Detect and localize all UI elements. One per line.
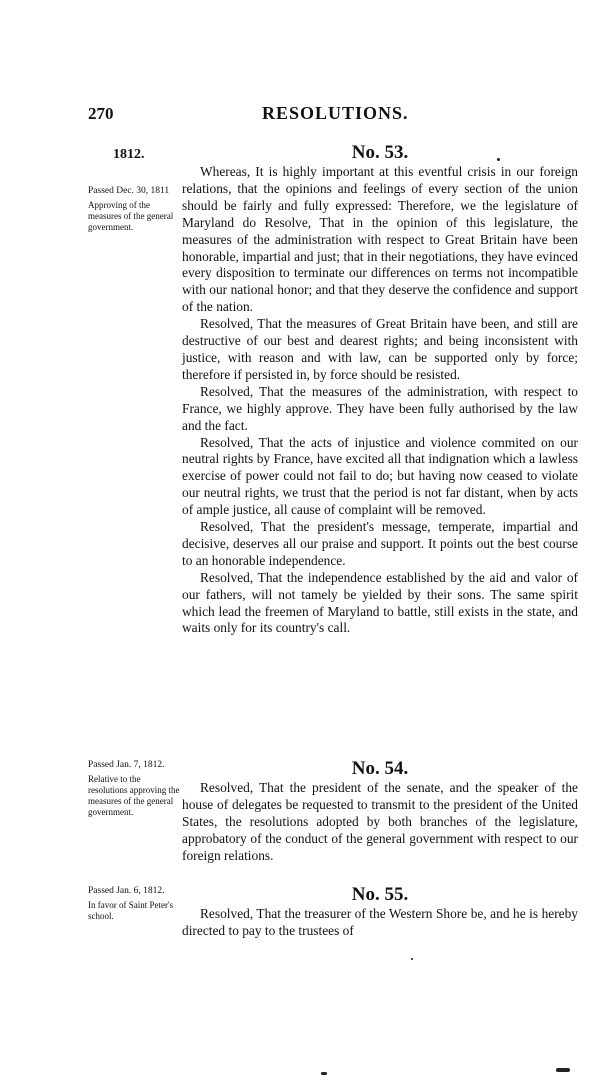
paragraph: Resolved, That the president of the senate, and the speaker of the house of delegates be requested to transmit to the president of the United States, the resolutions adopted by both branches of the legislature, approbatory of the conduct of the general government with respect to our foreign relations.	[182, 780, 578, 863]
paragraph: Whereas, It is highly important at this eventful crisis in our foreign relations, that the opinions and feelings of every section of the union should be fairly and fully expressed: Therefore, we the legislature of Maryland do Resolve, That in the opinion of this legislature, the measures of the administration with respect to Great Britain have been honorable, impartial and just; that in their negotiations, they have evinced every disposition to terminate our differences on terms not incompatible with our national honor; and that they deserve the confidence and support of the nation.	[182, 164, 578, 315]
paragraph: Resolved, That the independence established by the aid and valor of our fathers, will not tamely be yielded by their sons. The same spirit which lead the freemen of Maryland to battle, still exists in the state, and waits only for its country's call.	[182, 569, 578, 636]
passed-date: Passed Jan. 7, 1812.	[88, 760, 165, 770]
ink-speck	[411, 958, 413, 960]
ink-speck	[556, 1068, 570, 1072]
margin-note-53	[88, 186, 180, 233]
passed-date: Passed Dec. 30, 1811	[88, 186, 170, 196]
margin-note-54	[88, 760, 180, 818]
paragraph: Resolved, That the acts of injustice and violence commited on our neutral rights by France, have excited all that indignation which a lawless exercise of power could not fail to do; but having now ceased to violate our neutral rights, we trust that the period is not far distant, when by acts of ample justice, all cause of complaint will be removed.	[182, 434, 578, 518]
page-number: 270	[88, 104, 114, 123]
resolution-55	[182, 884, 578, 940]
margin-subject: Relative to the resolutions approving the measures of the general government.	[88, 774, 180, 817]
resolution-53	[182, 142, 578, 637]
resolution-54	[182, 758, 578, 865]
paragraph: Resolved, That the treasurer of the Western Shore be, and he is hereby directed to pay to the trustees of	[182, 906, 578, 938]
running-head: RESOLUTIONS.	[262, 103, 409, 123]
resolution-heading: No. 53.	[351, 142, 409, 163]
year-label: 1812.	[113, 147, 145, 162]
resolution-heading: No. 54.	[351, 758, 409, 779]
ink-speck	[497, 158, 500, 161]
margin-note-55	[88, 886, 180, 922]
resolution-heading: No. 55.	[351, 884, 409, 905]
passed-date: Passed Jan. 6, 1812.	[88, 886, 165, 896]
paragraph: Resolved, That the measures of Great Britain have been, and still are destructive of our best and dearest rights; and being inconsistent with justice, with reason and with law, can be supported only by force; therefore if persisted in, by force should be resisted.	[182, 316, 578, 382]
margin-subject: In favor of Saint Peter's school.	[88, 900, 174, 921]
paragraph: Resolved, That the president's message, temperate, impartial and decisive, deserves all our praise and support. It points out the best course to an honorable independence.	[182, 519, 578, 568]
paragraph: Resolved, That the measures of the administration, with respect to France, we highly approve. They have been fully authorised by the law and the fact.	[182, 383, 578, 433]
margin-subject: Approving of the measures of the general government.	[88, 200, 174, 232]
ink-speck	[321, 1072, 327, 1075]
